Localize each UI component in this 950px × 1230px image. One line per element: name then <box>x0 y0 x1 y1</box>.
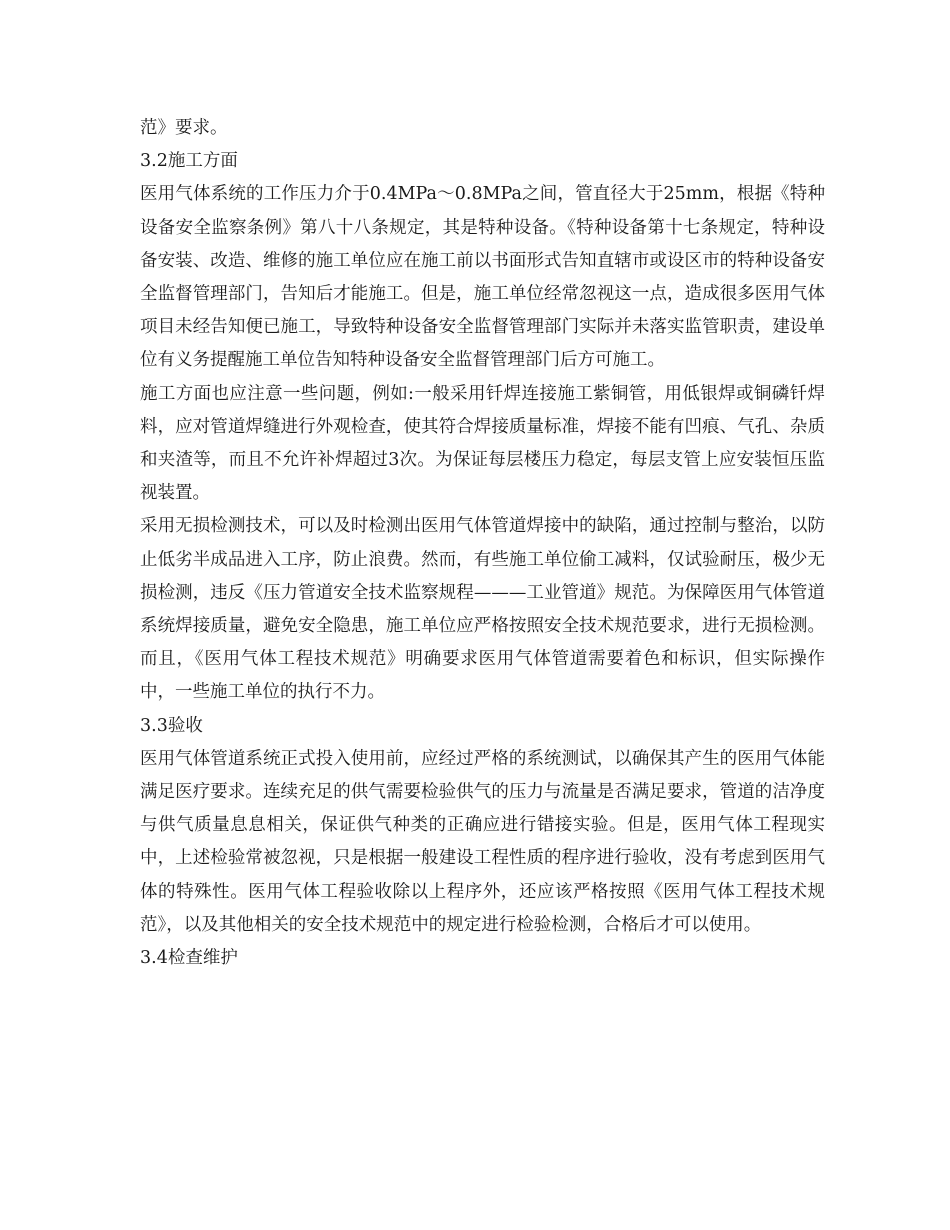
paragraph-construction-pressure: 医用气体系统的工作压力介于0.4MPa～0.8MPa之间，管直径大于25mm，根据《特种设备安全监察条例》第八十八条规定，其是特种设备。《特种设备第十七条规定，特种设备安装、改造、维修的施工单位应在施工前以书面形式告知直辖市或设区市的特种设备安全监督管理部门，告知后才能施工。但是，施工单位经常忽视这一点，造成很多医用气体项目未经告知便已施工，导致特种设备安全监督管理部门实际并未落实监管职责，建设单位有义务提醒施工单位告知特种设备安全监督管理部门后方可施工。 <box>140 184 825 371</box>
section-heading-3-2: 3.2施工方面 <box>140 151 238 172</box>
document-body <box>140 112 825 975</box>
paragraph-acceptance: 医用气体管道系统正式投入使用前，应经过严格的系统测试，以确保其产生的医用气体能满足医疗要求。连续充足的供气需要检验供气的压力与流量是否满足要求，管道的洁净度与供气质量息息相关，保证供气种类的正确应进行错接实验。但是，医用气体工程现实中，上述检验常被忽视，只是根据一般建设工程性质的程序进行验收，没有考虑到医用气体的特殊性。医用气体工程验收除以上程序外，还应该严格按照《医用气体工程技术规范》，以及其他相关的安全技术规范中的规定进行检验检测，合格后才可以使用。 <box>140 748 825 935</box>
paragraph-construction-ndt: 采用无损检测技术，可以及时检测出医用气体管道焊接中的缺陷，通过控制与整治，以防止低劣半成品进入工序，防止浪费。然而，有些施工单位偷工减料，仅试验耐压，极少无损检测，违反《压力管道安全技术监察规程———工业管道》规范。为保障医用气体管道系统焊接质量，避免安全隐患，施工单位应严格按照安全技术规范要求，进行无损检测。而且，《医用气体工程技术规范》明确要求医用气体管道需要着色和标识，但实际操作中，一些施工单位的执行不力。 <box>140 516 825 703</box>
paragraph-construction-welding: 施工方面也应注意一些问题，例如:一般采用钎焊连接施工紫铜管，用低银焊或铜磷钎焊料，应对管道焊缝进行外观检查，使其符合焊接质量标准，焊接不能有凹痕、气孔、杂质和夹渣等，而且不允许补焊超过3次。为保证每层楼压力稳定，每层支管上应安装恒压监视装置。 <box>140 383 825 504</box>
section-heading-3-3: 3.3验收 <box>140 715 203 736</box>
paragraph-continuation: 范》要求。 <box>140 118 228 138</box>
section-heading-3-4: 3.4检查维护 <box>140 948 238 969</box>
